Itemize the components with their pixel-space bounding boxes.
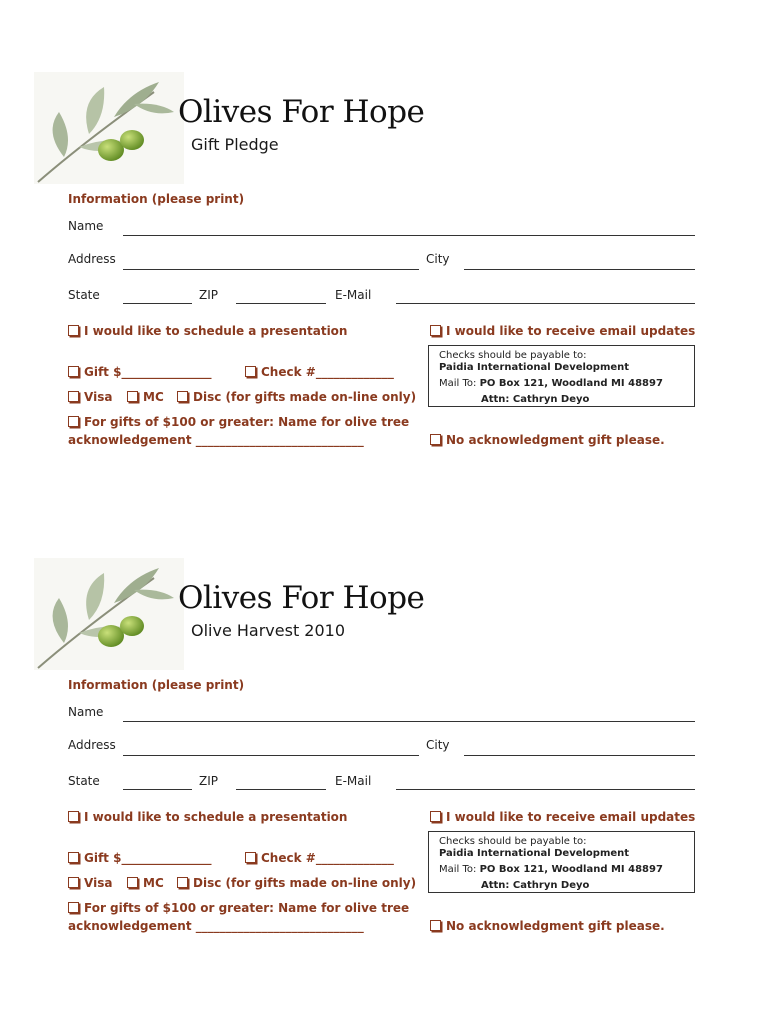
- checkbox-icon[interactable]: [68, 852, 79, 863]
- section-header: Information (please print): [68, 192, 245, 206]
- email-label: E-Mail: [335, 774, 372, 788]
- address-label: Address: [68, 252, 116, 266]
- gift-option[interactable]: [68, 851, 211, 865]
- no-ack-option[interactable]: [430, 433, 665, 447]
- gift-label: Gift $_______________: [84, 365, 212, 379]
- visa-option[interactable]: [68, 876, 112, 890]
- checkbox-icon[interactable]: [430, 811, 441, 822]
- pledge-form-2: [0, 558, 770, 998]
- schedule-label: I would like to schedule a presentation: [84, 810, 348, 824]
- email-field[interactable]: [396, 303, 695, 304]
- payment-info-box: [428, 831, 695, 893]
- visa-label: Visa: [84, 390, 113, 404]
- visa-option[interactable]: [68, 390, 112, 404]
- mc-label: MC: [143, 390, 164, 404]
- mail-to: [439, 864, 663, 875]
- schedule-option[interactable]: [68, 324, 347, 338]
- check-label: Check #_____________: [261, 365, 394, 379]
- form-subtitle: Olive Harvest 2010: [191, 621, 346, 640]
- schedule-label: I would like to schedule a presentation: [84, 324, 348, 338]
- disc-option[interactable]: [177, 390, 416, 404]
- checkbox-icon[interactable]: [127, 391, 138, 402]
- name-label: Name: [68, 705, 104, 719]
- address-label: Address: [68, 738, 116, 752]
- mail-to-label: Mail To:: [439, 378, 477, 389]
- checkbox-icon[interactable]: [177, 877, 188, 888]
- checkbox-icon[interactable]: [68, 902, 79, 913]
- schedule-option[interactable]: [68, 810, 347, 824]
- email-updates-label: I would like to receive email updates: [446, 810, 696, 824]
- visa-label: Visa: [84, 876, 113, 890]
- city-field[interactable]: [464, 269, 695, 270]
- zip-label: ZIP: [199, 288, 218, 302]
- form-title: Olives For Hope: [178, 94, 425, 130]
- mail-to: [439, 378, 663, 389]
- mc-label: MC: [143, 876, 164, 890]
- name-field[interactable]: [123, 235, 695, 236]
- checkbox-icon[interactable]: [177, 391, 188, 402]
- zip-field[interactable]: [236, 303, 326, 304]
- checkbox-icon[interactable]: [68, 877, 79, 888]
- check-option[interactable]: [245, 365, 394, 379]
- disc-label: Disc (for gifts made on-line only): [193, 390, 417, 404]
- payment-info-box: [428, 345, 695, 407]
- mc-option[interactable]: [127, 876, 164, 890]
- olive-tree-acknowledgement[interactable]: acknowledgement ____________________________: [68, 433, 364, 447]
- email-label: E-Mail: [335, 288, 372, 302]
- org-name: Paidia International Development: [439, 848, 630, 859]
- no-ack-label: No acknowledgment gift please.: [446, 919, 665, 933]
- email-updates-option[interactable]: [430, 810, 695, 824]
- check-label: Check #_____________: [261, 851, 394, 865]
- olive-tree-option[interactable]: [68, 901, 409, 915]
- mail-to-label: Mail To:: [439, 864, 477, 875]
- no-ack-label: No acknowledgment gift please.: [446, 433, 665, 447]
- state-field[interactable]: [123, 303, 192, 304]
- olive-branch-logo: [34, 72, 184, 184]
- mc-option[interactable]: [127, 390, 164, 404]
- disc-label: Disc (for gifts made on-line only): [193, 876, 417, 890]
- section-header: Information (please print): [68, 678, 245, 692]
- checkbox-icon[interactable]: [430, 920, 441, 931]
- checkbox-icon[interactable]: [430, 434, 441, 445]
- city-label: City: [426, 738, 450, 752]
- state-field[interactable]: [123, 789, 192, 790]
- name-label: Name: [68, 219, 104, 233]
- city-field[interactable]: [464, 755, 695, 756]
- check-option[interactable]: [245, 851, 394, 865]
- state-label: State: [68, 288, 100, 302]
- org-name: Paidia International Development: [439, 362, 630, 373]
- address-field[interactable]: [123, 755, 419, 756]
- checkbox-icon[interactable]: [127, 877, 138, 888]
- zip-field[interactable]: [236, 789, 326, 790]
- checkbox-icon[interactable]: [245, 852, 256, 863]
- checkbox-icon[interactable]: [430, 325, 441, 336]
- mail-address: PO Box 121, Woodland MI 48897: [479, 378, 663, 389]
- mail-address: PO Box 121, Woodland MI 48897: [479, 864, 663, 875]
- gift-label: Gift $_______________: [84, 851, 212, 865]
- no-ack-option[interactable]: [430, 919, 665, 933]
- city-label: City: [426, 252, 450, 266]
- checkbox-icon[interactable]: [68, 391, 79, 402]
- olive-tree-option[interactable]: [68, 415, 409, 429]
- olive-tree-label: For gifts of $100 or greater: Name for olive tree: [84, 901, 410, 915]
- gift-option[interactable]: [68, 365, 211, 379]
- payable-text: Checks should be payable to:: [439, 836, 587, 847]
- name-field[interactable]: [123, 721, 695, 722]
- olive-tree-label: For gifts of $100 or greater: Name for olive tree: [84, 415, 410, 429]
- checkbox-icon[interactable]: [68, 325, 79, 336]
- checkbox-icon[interactable]: [245, 366, 256, 377]
- pledge-form-1: [0, 72, 770, 512]
- state-label: State: [68, 774, 100, 788]
- form-title: Olives For Hope: [178, 580, 425, 616]
- attn-text: Attn: Cathryn Deyo: [481, 394, 590, 405]
- attn-text: Attn: Cathryn Deyo: [481, 880, 590, 891]
- disc-option[interactable]: [177, 876, 416, 890]
- checkbox-icon[interactable]: [68, 416, 79, 427]
- zip-label: ZIP: [199, 774, 218, 788]
- email-field[interactable]: [396, 789, 695, 790]
- checkbox-icon[interactable]: [68, 811, 79, 822]
- address-field[interactable]: [123, 269, 419, 270]
- email-updates-option[interactable]: [430, 324, 695, 338]
- email-updates-label: I would like to receive email updates: [446, 324, 696, 338]
- payable-text: Checks should be payable to:: [439, 350, 587, 361]
- checkbox-icon[interactable]: [68, 366, 79, 377]
- form-subtitle: Gift Pledge: [191, 135, 279, 154]
- olive-tree-acknowledgement[interactable]: acknowledgement ____________________________: [68, 919, 364, 933]
- olive-branch-logo: [34, 558, 184, 670]
